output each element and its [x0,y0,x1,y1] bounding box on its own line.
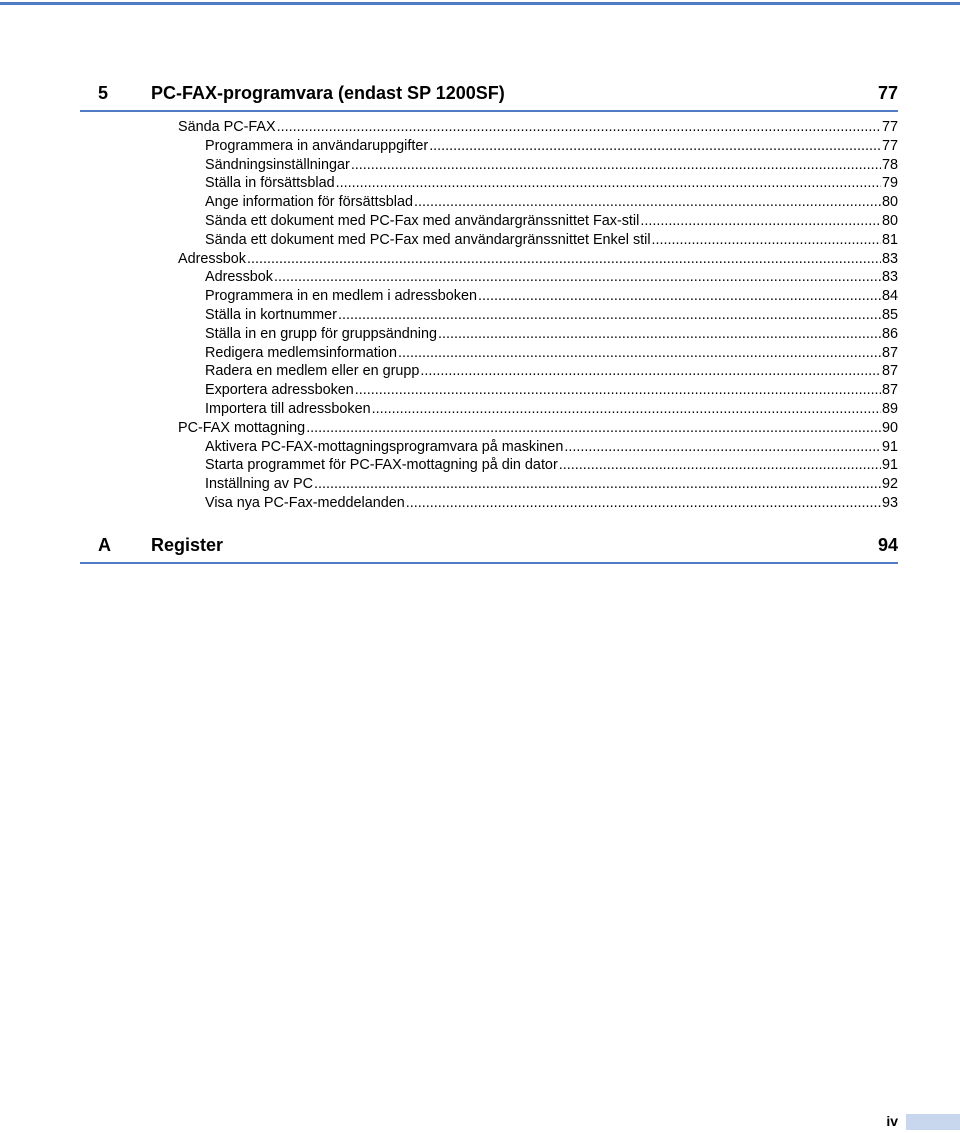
toc-entry[interactable] [205,156,898,175]
toc-entry-label: Visa nya PC-Fax-meddelanden [205,494,405,511]
toc-entry-page: 77 [881,137,898,154]
toc-entry[interactable] [178,118,898,137]
toc-entry-label: PC-FAX mottagning [178,419,306,436]
toc-entry-page: 83 [881,269,898,286]
toc-entry-label: Sändningsinställningar [205,156,350,173]
chapter-title: PC-FAX-programvara (endast SP 1200SF) [151,83,505,103]
toc-leader-dots [274,268,881,287]
toc-entry[interactable] [205,212,898,231]
chapter-heading-5[interactable] [80,74,898,112]
toc-entry-label: Importera till adressboken [205,400,371,417]
toc-leader-dots [306,419,881,438]
footer-tab [906,1114,960,1130]
toc-entry-page: 78 [881,156,898,173]
toc-entry-label: Ställa in kortnummer [205,306,337,323]
toc-entry[interactable] [205,494,898,513]
toc-leader-dots [564,438,881,457]
toc-entry[interactable] [205,438,898,457]
toc-entry-page: 80 [881,212,898,229]
toc-leader-dots [372,400,881,419]
appendix-letter: A [98,535,111,555]
toc-leader-dots [247,250,881,269]
toc-entry-page: 84 [881,288,898,305]
toc-entry-label: Ställa in försättsblad [205,175,335,192]
toc-entry-label: Inställning av PC [205,476,313,493]
toc-entry[interactable] [205,268,898,287]
toc-entry-label: Adressbok [178,250,246,267]
toc-entry[interactable] [205,287,898,306]
chapter-number: 5 [98,83,109,103]
toc-entry-label: Ställa in en grupp för gruppsändning [205,325,438,342]
toc-entry-page: 90 [881,419,898,436]
chapter-heading-a[interactable] [80,526,898,564]
toc-entry[interactable] [205,456,898,475]
toc-entry-page: 92 [881,476,898,493]
toc-leader-dots [438,325,881,344]
toc-leader-dots [314,475,881,494]
appendix-page: 94 [877,535,898,555]
toc-leader-dots [414,193,881,212]
toc-leader-dots [478,287,881,306]
toc-leader-dots [420,362,881,381]
toc-entry[interactable] [205,344,898,363]
toc-entry-label: Programmera in användaruppgifter [205,137,429,154]
toc-entry-label: Redigera medlemsinformation [205,344,397,361]
toc-entry[interactable] [205,193,898,212]
toc-leader-dots [559,456,881,475]
toc-entry-page: 79 [881,175,898,192]
toc-entry[interactable] [205,306,898,325]
toc-entry-label: Sända ett dokument med PC-Fax med användargränssnittet Fax-stil [205,212,640,229]
toc-leader-dots [652,231,881,250]
toc-list [0,118,960,513]
toc-leader-dots [338,306,881,325]
toc-entry-page: 83 [881,250,898,267]
toc-entry-page: 91 [881,457,898,474]
toc-leader-dots [640,212,881,231]
top-rule [0,2,960,5]
toc-leader-dots [336,174,881,193]
toc-entry-page: 87 [881,344,898,361]
toc-entry[interactable] [205,381,898,400]
chapter-page: 77 [877,83,898,103]
toc-entry-label: Aktivera PC-FAX-mottagningsprogramvara på maskinen [205,438,564,455]
footer-page-number: iv [886,1113,898,1129]
toc-entry[interactable] [178,250,898,269]
toc-entry-page: 86 [881,325,898,342]
toc-entry-page: 89 [881,400,898,417]
toc-leader-dots [429,137,881,156]
toc-entry-page: 85 [881,306,898,323]
toc-leader-dots [406,494,881,513]
toc-entry[interactable] [205,231,898,250]
toc-entry-page: 81 [881,231,898,248]
toc-entry[interactable] [205,400,898,419]
toc-entry[interactable] [205,475,898,494]
toc-entry-label: Adressbok [205,269,273,286]
toc-entry-label: Sända ett dokument med PC-Fax med användargränssnittet Enkel stil [205,231,651,248]
toc-entry-page: 77 [881,119,898,135]
toc-entry-page: 91 [881,438,898,455]
toc-entry-label: Sända PC-FAX [178,119,276,135]
toc-entry[interactable] [178,419,898,438]
toc-entry-label: Ange information för försättsblad [205,194,413,211]
toc-leader-dots [277,118,881,137]
toc-entry-label: Radera en medlem eller en grupp [205,363,420,380]
toc-entry-page: 87 [881,382,898,399]
toc-entry[interactable] [205,362,898,381]
toc-entry[interactable] [205,137,898,156]
toc-entry-page: 93 [881,494,898,511]
toc-entry-label: Programmera in en medlem i adressboken [205,288,477,305]
toc-leader-dots [351,156,881,175]
toc-entry[interactable] [205,325,898,344]
appendix-title: Register [151,535,224,555]
toc-entry-page: 80 [881,194,898,211]
toc-entry[interactable] [205,174,898,193]
toc-entry-label: Exportera adressboken [205,382,354,399]
toc-entry-page: 87 [881,363,898,380]
toc-entry-label: Starta programmet för PC-FAX-mottagning på din dator [205,457,558,474]
toc-leader-dots [398,344,881,363]
toc-leader-dots [355,381,881,400]
